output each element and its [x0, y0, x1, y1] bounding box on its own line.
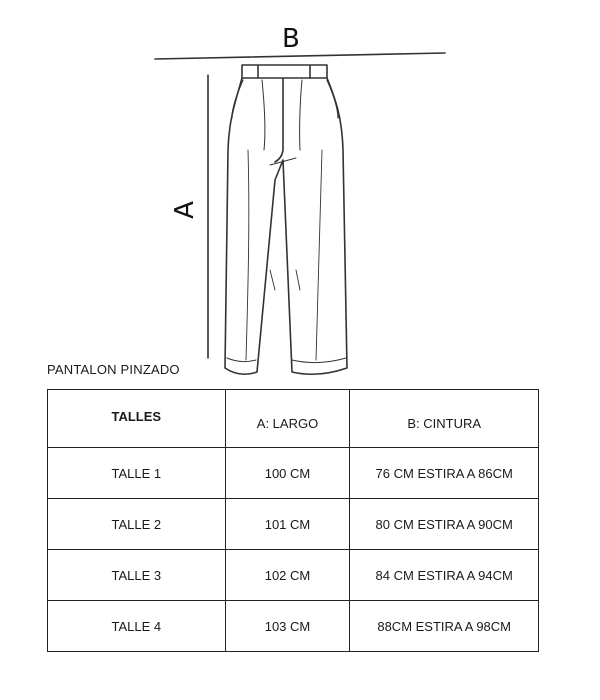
size-name-cell: TALLE 3 — [48, 550, 226, 601]
header-cintura: B: CINTURA — [350, 390, 539, 448]
width-dimension-line — [155, 53, 445, 59]
waist-cell: 76 CM ESTIRA A 86CM — [350, 448, 539, 499]
size-name-cell: TALLE 2 — [48, 499, 226, 550]
table-row — [48, 499, 539, 550]
table-row — [48, 601, 539, 652]
width-dimension-label: B — [282, 24, 300, 54]
length-cell: 102 CM — [225, 550, 350, 601]
size-name-cell: TALLE 4 — [48, 601, 226, 652]
size-table — [47, 389, 539, 652]
table-header-row — [48, 390, 539, 448]
waist-cell: 84 CM ESTIRA A 94CM — [350, 550, 539, 601]
header-largo: A: LARGO — [225, 390, 350, 448]
size-name-cell: TALLE 1 — [48, 448, 226, 499]
waist-cell: 88CM ESTIRA A 98CM — [350, 601, 539, 652]
length-dimension-label: A — [169, 201, 200, 219]
length-cell: 100 CM — [225, 448, 350, 499]
length-cell: 101 CM — [225, 499, 350, 550]
waist-cell: 80 CM ESTIRA A 90CM — [350, 499, 539, 550]
product-caption: PANTALON PINZADO — [47, 362, 180, 377]
length-cell: 103 CM — [225, 601, 350, 652]
table-row — [48, 448, 539, 499]
table-row — [48, 550, 539, 601]
header-talles: TALLES — [48, 390, 226, 448]
